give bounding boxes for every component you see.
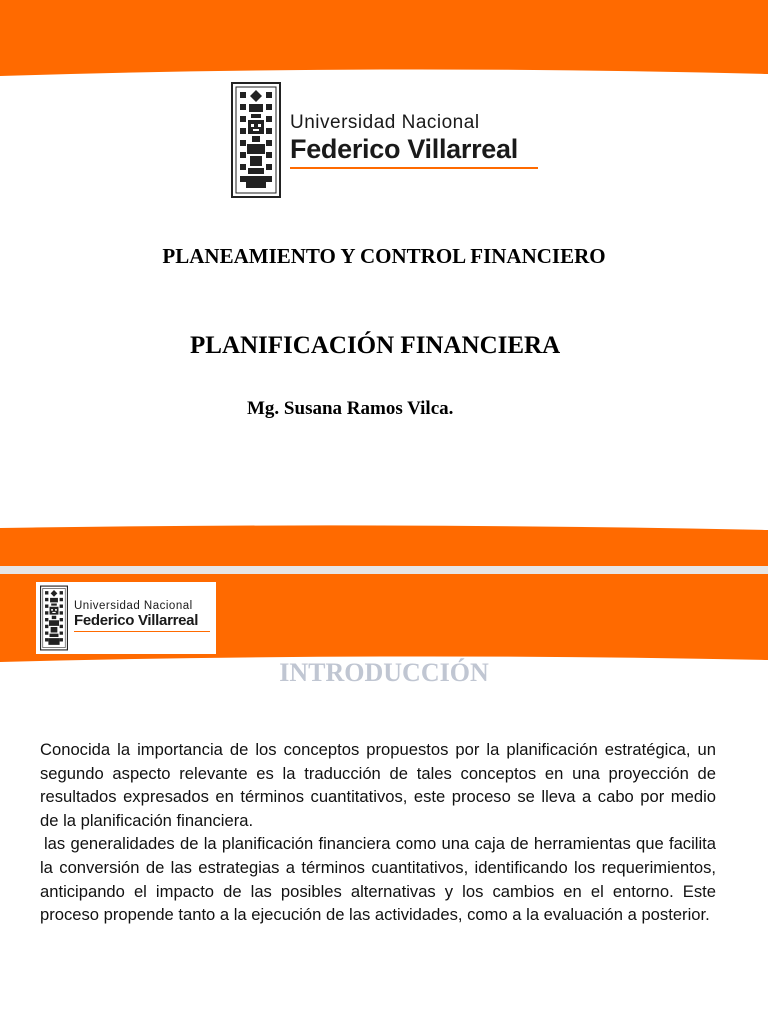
logo-underline — [74, 631, 210, 632]
andean-emblem-icon — [40, 585, 68, 651]
introduction-slide — [0, 574, 768, 1024]
logo-line-federico-villarreal: Federico Villarreal — [74, 612, 199, 629]
slide-separator — [0, 566, 768, 574]
andean-emblem-icon — [231, 82, 281, 198]
paragraph-1: Conocida la importancia de los conceptos propuestos por la planificación estratégica, un segundo aspecto relevante es la traducción de tales conceptos en una proyección de resultados expresados en términos cuantitativos, este proceso se lleva a cabo por medio de la planificación financiera. — [40, 740, 716, 830]
author-name: Mg. Susana Ramos Vilca. — [247, 398, 454, 419]
logo-underline — [290, 167, 538, 169]
top-orange-band — [0, 0, 768, 80]
introduction-heading: INTRODUCCIÓN — [279, 658, 489, 687]
bottom-orange-band — [0, 520, 768, 566]
logo-line-federico-villarreal: Federico Villarreal — [290, 134, 518, 164]
course-title: PLANEAMIENTO Y CONTROL FINANCIERO — [162, 244, 606, 268]
introduction-body — [40, 738, 716, 927]
paragraph-2: las generalidades de la planificación financiera como una caja de herramientas que facilita la conversión de las estrategias a términos cuantitativos, identificando los requerimientos, anticipando el impacto de las posibles alternativas y los cambios en el entorno. Este proceso propende tanto a la ejecución de las actividades, como a la evaluación a posterior. — [40, 834, 716, 925]
logo-line-universidad: Universidad Nacional — [290, 112, 480, 133]
logo-line-universidad: Universidad Nacional — [74, 600, 193, 612]
topic-title: PLANIFICACIÓN FINANCIERA — [190, 332, 561, 359]
